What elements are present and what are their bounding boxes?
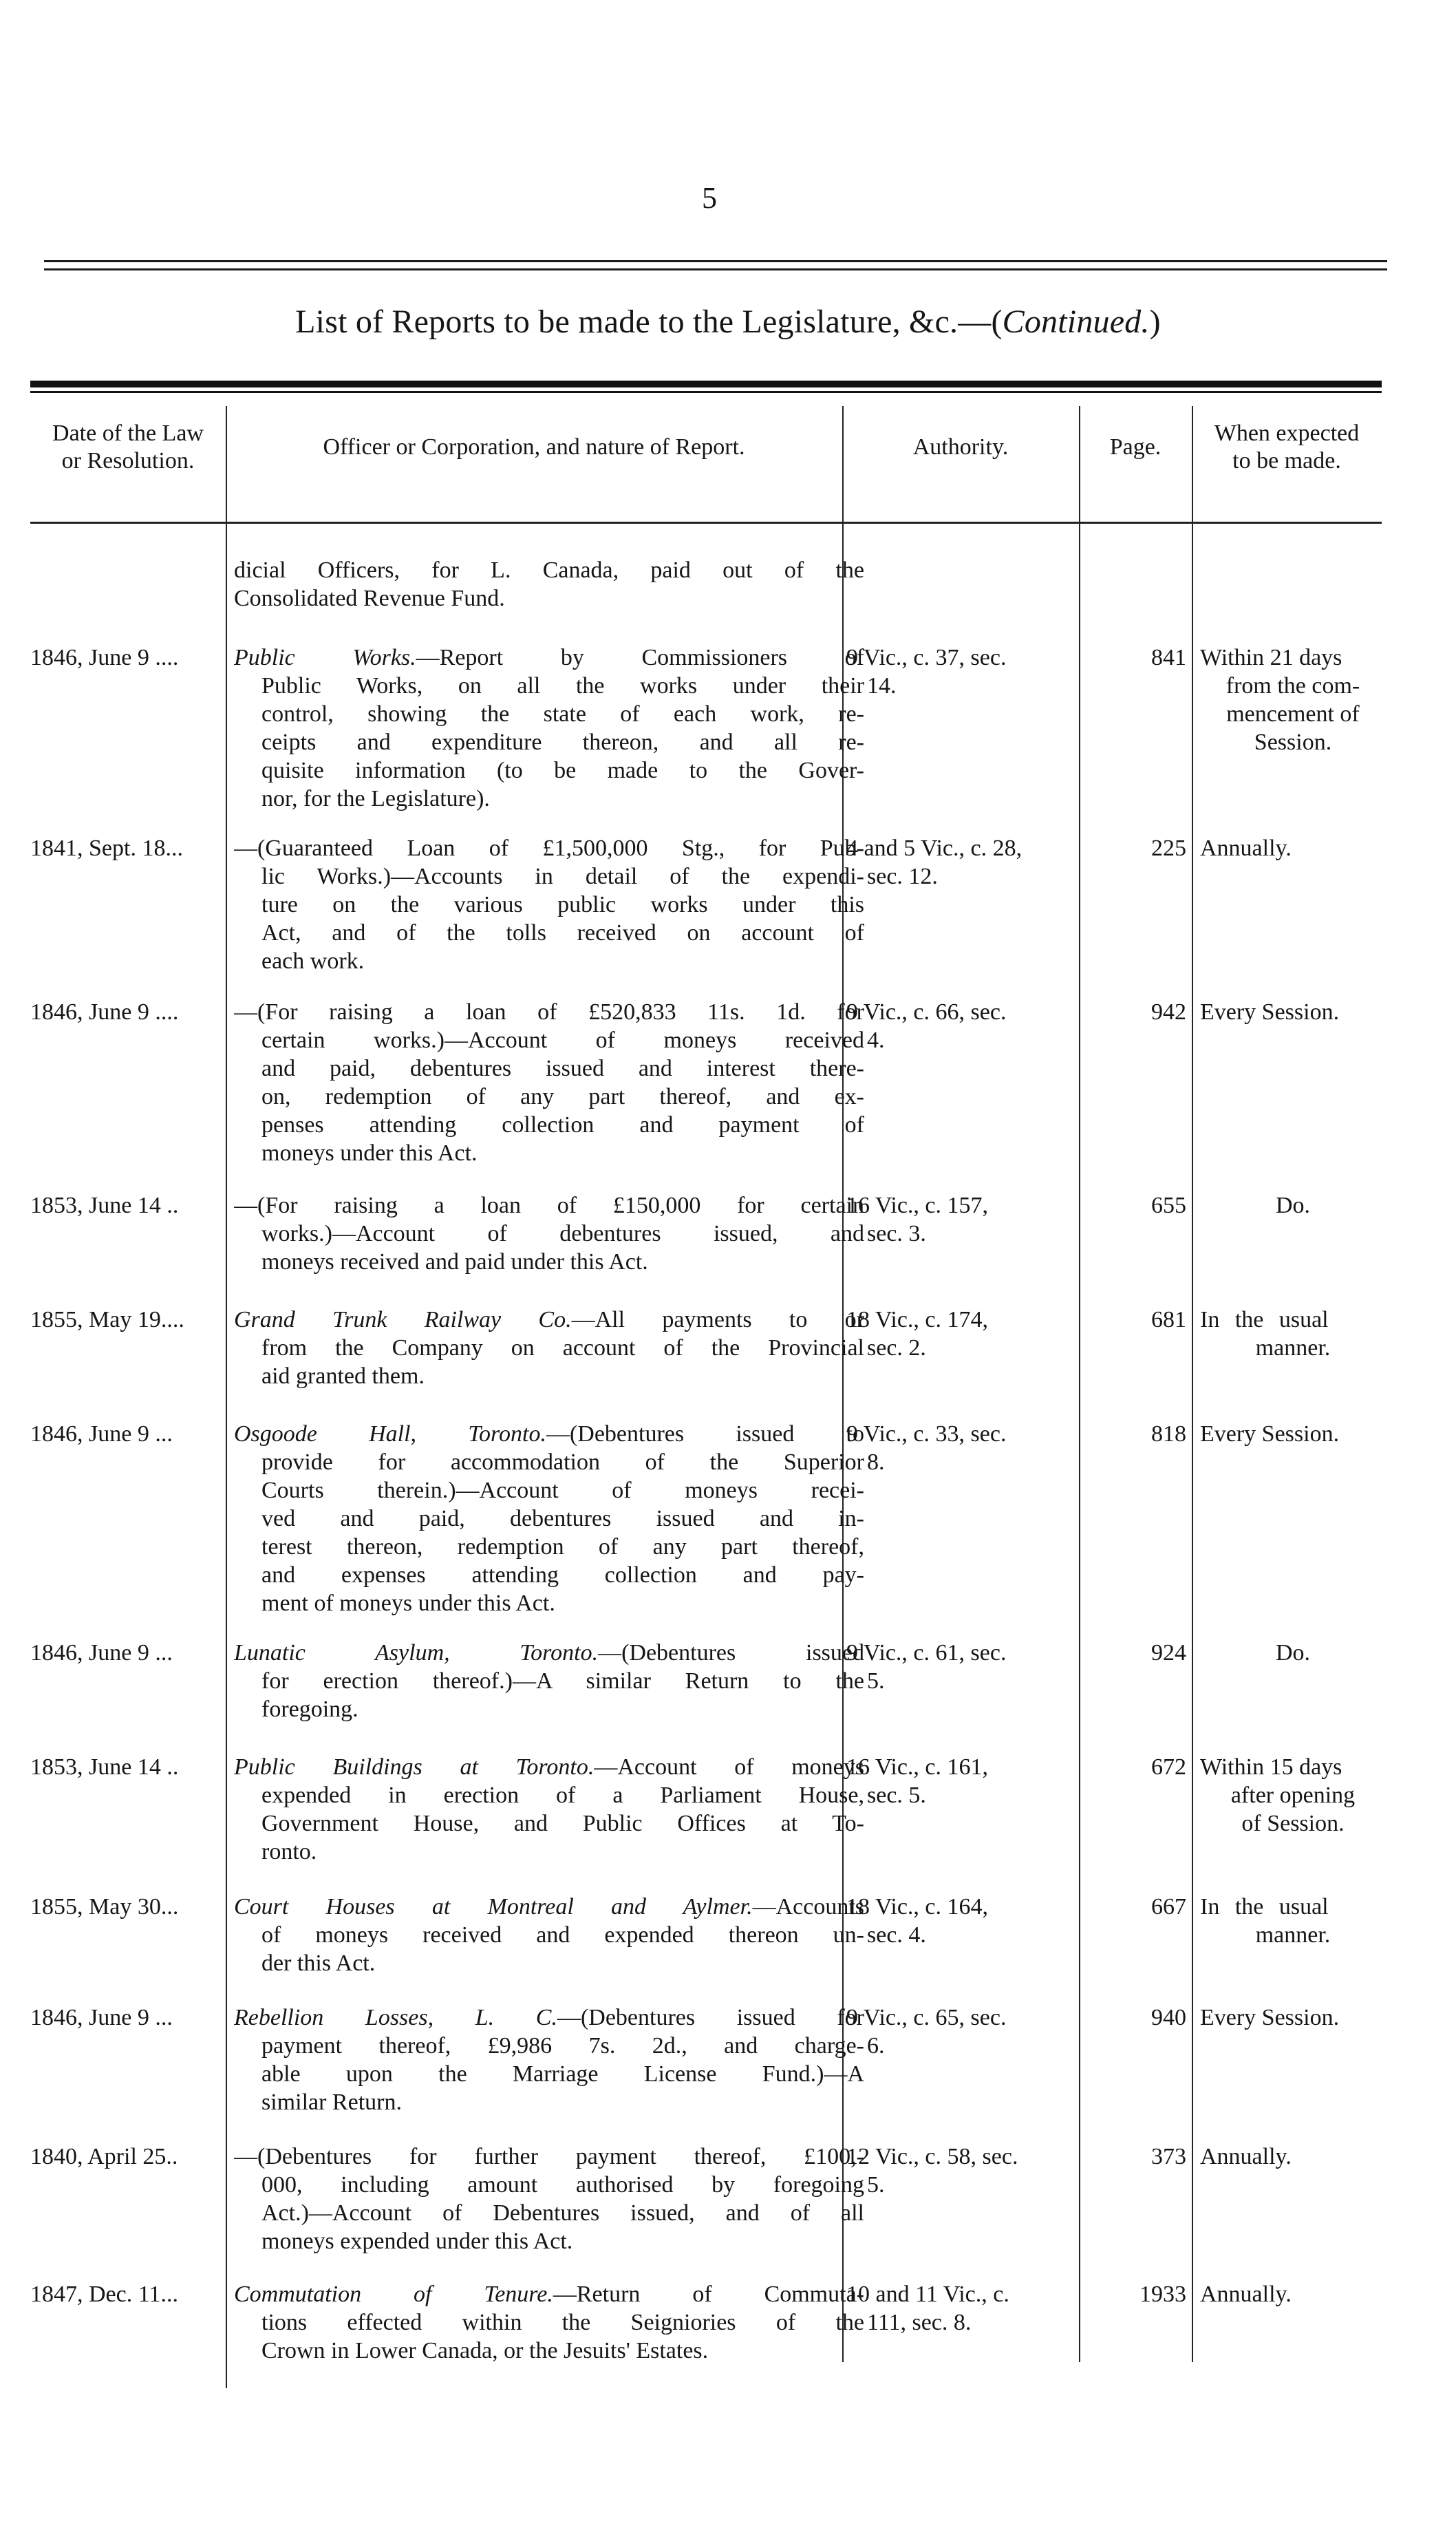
- authority-line: 12 Vic., c. 58, sec.: [846, 2144, 1018, 2169]
- page-number: 5: [702, 181, 717, 215]
- authority-line: 10 and 11 Vic., c.: [846, 2282, 1009, 2307]
- description-line: Government House, and Public Offices at To-: [261, 1811, 864, 1836]
- header-authority: Authority.: [912, 434, 1009, 460]
- when-line: Do.: [1275, 1640, 1311, 1666]
- report-authority: [846, 1753, 1101, 1809]
- when-line: manner.: [1255, 1922, 1331, 1948]
- report-date: 1853, June 14 ..: [30, 1754, 179, 1780]
- column-divider: [1192, 406, 1193, 2362]
- report-description: [234, 1306, 864, 1390]
- authority-line: 9 Vic., c. 33, sec.: [846, 1421, 1007, 1447]
- description-line: aid granted them.: [261, 1363, 425, 1389]
- description-line: able upon the Marriage License Fund.)—A: [261, 2061, 864, 2087]
- when-line: Annually.: [1200, 2144, 1292, 2169]
- when-line: Within 15 days: [1200, 1754, 1342, 1780]
- description-line: Act, and of the tolls received on account of: [261, 920, 864, 946]
- header-officer: Officer or Corporation, and nature of Report.: [323, 434, 745, 460]
- authority-line: 18 Vic., c. 174,: [846, 1307, 989, 1332]
- description-line: dicial Officers, for L. Canada, paid out of the: [234, 557, 864, 583]
- title-main: List of Reports to be made to the Legislature, &c.—(: [295, 304, 1003, 340]
- when-line: Do.: [1275, 1193, 1311, 1218]
- report-when: [1200, 1420, 1386, 1448]
- report-page: 818: [1151, 1421, 1186, 1447]
- description-line: provide for accommodation of the Superior: [261, 1449, 864, 1475]
- report-description: [234, 1753, 864, 1866]
- authority-line: 5.: [867, 2172, 885, 2198]
- description-text: —(Debentures issued: [598, 1640, 864, 1666]
- authority-line: 4 and 5 Vic., c. 28,: [846, 836, 1023, 861]
- authority-line: 9 Vic., c. 37, sec.: [846, 645, 1007, 670]
- authority-line: 9 Vic., c. 61, sec.: [846, 1640, 1007, 1666]
- report-page: 225: [1151, 836, 1186, 861]
- authority-line: sec. 3.: [867, 1221, 926, 1246]
- column-divider: [226, 406, 227, 2388]
- report-subject: Osgoode Hall, Toronto.: [234, 1421, 546, 1447]
- when-line: Every Session.: [1200, 2005, 1340, 2030]
- report-date: 1846, June 9 ...: [30, 1640, 173, 1666]
- report-page: 672: [1151, 1754, 1186, 1780]
- description-line: ment of moneys under this Act.: [261, 1591, 555, 1616]
- description-line: of moneys received and expended thereon un-: [261, 1922, 864, 1948]
- report-page: 373: [1151, 2144, 1186, 2169]
- double-rule-bottom: [44, 268, 1387, 270]
- report-subject: Court Houses at Montreal and Aylmer.: [234, 1894, 753, 1920]
- when-line: manner.: [1255, 1335, 1331, 1361]
- description-text: —Return of Commuta-: [553, 2282, 864, 2307]
- report-description: [234, 1639, 864, 1723]
- report-authority: [846, 2143, 1101, 2199]
- report-page: 655: [1151, 1193, 1186, 1218]
- page-title: [0, 303, 1456, 341]
- report-date: 1841, Sept. 18...: [30, 836, 183, 861]
- header-page: Page.: [1109, 434, 1161, 460]
- authority-line: sec. 5.: [867, 1783, 926, 1808]
- report-date: 1855, May 19....: [30, 1307, 184, 1332]
- report-when: [1200, 1639, 1386, 1667]
- description-text: —All payments to or: [571, 1307, 864, 1332]
- report-page: 667: [1151, 1894, 1186, 1920]
- report-description: [234, 2280, 864, 2365]
- report-subject: Lunatic Asylum, Toronto.: [234, 1640, 599, 1666]
- header-when: When expected to be made.: [1214, 421, 1360, 474]
- report-description: [234, 998, 864, 1167]
- description-line: 000, including amount authorised by foregoing: [261, 2172, 864, 2198]
- report-page: 940: [1151, 2005, 1186, 2030]
- description-line: tions effected within the Seigniories of the: [261, 2310, 864, 2335]
- report-page: 681: [1151, 1307, 1186, 1332]
- report-description: [234, 644, 864, 813]
- double-rule-top: [44, 260, 1387, 262]
- authority-line: 5.: [867, 1668, 885, 1694]
- when-line: Session.: [1254, 730, 1332, 755]
- description-line: Public Works, on all the works under their: [261, 673, 864, 699]
- report-page: 1933: [1139, 2282, 1186, 2307]
- description-line: —(For raising a loan of £150,000 for certain: [234, 1193, 864, 1218]
- report-description: [234, 1191, 864, 1276]
- header-rule: [30, 522, 1382, 524]
- report-when: [1200, 1191, 1386, 1220]
- report-description: [234, 2143, 864, 2255]
- description-line: Act.)—Account of Debentures issued, and of all: [261, 2200, 864, 2226]
- report-page: 942: [1151, 999, 1186, 1025]
- description-line: ronto.: [261, 1839, 317, 1864]
- when-line: In the usual: [1200, 1894, 1329, 1920]
- report-when: [1200, 998, 1386, 1026]
- report-description: [234, 556, 864, 613]
- description-line: Consolidated Revenue Fund.: [234, 586, 505, 611]
- description-line: works.)—Account of debentures issued, and: [261, 1221, 864, 1246]
- description-line: payment thereof, £9,986 7s. 2d., and charge-: [261, 2033, 864, 2059]
- description-line: [234, 1639, 864, 1667]
- authority-line: 14.: [867, 673, 897, 699]
- authority-line: 18 Vic., c. 164,: [846, 1894, 989, 1920]
- report-when: [1200, 644, 1386, 756]
- when-line: mencement of: [1226, 701, 1360, 727]
- report-subject: Grand Trunk Railway Co.: [234, 1307, 572, 1332]
- authority-line: 6.: [867, 2033, 885, 2059]
- description-line: moneys received and paid under this Act.: [261, 1249, 648, 1275]
- description-line: penses attending collection and payment of: [261, 1112, 864, 1138]
- when-line: Every Session.: [1200, 999, 1340, 1025]
- description-text: —Accounts: [752, 1894, 864, 1920]
- report-description: [234, 1893, 864, 1977]
- description-line: ture on the various public works under this: [261, 892, 864, 917]
- when-line: after opening: [1230, 1783, 1356, 1808]
- report-authority: [846, 1191, 1101, 1248]
- report-authority: [846, 644, 1101, 700]
- report-when: [1200, 2280, 1386, 2308]
- report-authority: [846, 998, 1101, 1054]
- authority-line: 8.: [867, 1449, 885, 1475]
- when-line: Every Session.: [1200, 1421, 1340, 1447]
- report-description: [234, 834, 864, 975]
- when-line: Within 21 days: [1200, 645, 1342, 670]
- report-page: 924: [1151, 1640, 1186, 1666]
- report-description: [234, 2003, 864, 2116]
- report-authority: [846, 1306, 1101, 1362]
- description-line: moneys under this Act.: [261, 1140, 478, 1166]
- description-line: and paid, debentures issued and interest there-: [261, 1056, 864, 1081]
- authority-line: 16 Vic., c. 157,: [846, 1193, 989, 1218]
- header-date: Date of the Law or Resolution.: [52, 421, 204, 474]
- description-line: foregoing.: [261, 1697, 358, 1722]
- description-line: Courts therein.)—Account of moneys recei-: [261, 1478, 864, 1503]
- description-line: ceipts and expenditure thereon, and all re-: [261, 730, 864, 755]
- report-when: [1200, 1753, 1386, 1838]
- description-line: nor, for the Legislature).: [261, 786, 490, 811]
- report-date: 1855, May 30...: [30, 1894, 179, 1920]
- description-line: control, showing the state of each work, re-: [261, 701, 864, 727]
- description-line: on, redemption of any part thereof, and ex-: [261, 1084, 864, 1109]
- description-line: [234, 644, 864, 672]
- authority-line: 9 Vic., c. 66, sec.: [846, 999, 1007, 1025]
- when-line: Annually.: [1200, 2282, 1292, 2307]
- report-date: 1846, June 9 ....: [30, 999, 179, 1025]
- description-line: each work.: [261, 948, 365, 974]
- description-text: —Report by Commissioners of: [416, 645, 864, 670]
- report-date: 1846, June 9 ....: [30, 645, 179, 670]
- description-line: Crown in Lower Canada, or the Jesuits' Estates.: [261, 2338, 709, 2363]
- description-line: —(Guaranteed Loan of £1,500,000 Stg., for Pub-: [234, 836, 864, 861]
- report-page: 841: [1151, 645, 1186, 670]
- report-subject: Public Buildings at Toronto.: [234, 1754, 595, 1780]
- description-line: similar Return.: [261, 2090, 402, 2115]
- when-line: Annually.: [1200, 836, 1292, 861]
- description-line: terest thereon, redemption of any part thereof,: [261, 1534, 864, 1560]
- description-line: [234, 1893, 864, 1921]
- description-line: der this Act.: [261, 1950, 376, 1976]
- report-date: 1847, Dec. 11...: [30, 2282, 178, 2307]
- description-line: —(For raising a loan of £520,833 11s. 1d. for: [234, 999, 864, 1025]
- report-when: [1200, 1306, 1386, 1362]
- report-description: [234, 1420, 864, 1617]
- description-line: and expenses attending collection and pay-: [261, 1562, 864, 1588]
- authority-line: 4.: [867, 1028, 885, 1053]
- description-line: [234, 1306, 864, 1334]
- thin-rule: [30, 391, 1382, 393]
- report-subject: Commutation of Tenure.: [234, 2282, 553, 2307]
- title-continued: Continued.: [1002, 304, 1150, 340]
- description-line: for erection thereof.)—A similar Return to the: [261, 1668, 864, 1694]
- description-line: ved and paid, debentures issued and in-: [261, 1506, 864, 1531]
- report-authority: [846, 834, 1101, 891]
- report-authority: [846, 1420, 1101, 1476]
- description-line: lic Works.)—Accounts in detail of the expendi-: [261, 864, 864, 889]
- when-line: In the usual: [1200, 1307, 1329, 1332]
- report-subject: Rebellion Losses, L. C.: [234, 2005, 557, 2030]
- description-line: from the Company on account of the Provincial: [261, 1335, 864, 1361]
- authority-line: sec. 2.: [867, 1335, 926, 1361]
- when-line: of Session.: [1241, 1811, 1345, 1836]
- description-text: —(Debentures issued to: [546, 1421, 864, 1447]
- report-subject: Public Works.: [234, 645, 416, 670]
- report-authority: [846, 2280, 1101, 2337]
- authority-line: sec. 12.: [867, 864, 938, 889]
- report-authority: [846, 1893, 1101, 1949]
- authority-line: 111, sec. 8.: [867, 2310, 972, 2335]
- description-line: [234, 1753, 864, 1781]
- report-when: [1200, 1893, 1386, 1949]
- report-date: 1846, June 9 ...: [30, 2005, 173, 2030]
- description-line: expended in erection of a Parliament House,: [261, 1783, 864, 1808]
- description-text: —Account of moneys: [594, 1754, 864, 1780]
- description-line: [234, 2280, 864, 2308]
- heavy-rule: [30, 381, 1382, 387]
- report-when: [1200, 2143, 1386, 2171]
- report-date: 1846, June 9 ...: [30, 1421, 173, 1447]
- description-line: moneys expended under this Act.: [261, 2229, 573, 2254]
- title-close: ): [1149, 304, 1161, 340]
- authority-line: sec. 4.: [867, 1922, 926, 1948]
- report-authority: [846, 2003, 1101, 2060]
- description-line: —(Debentures for further payment thereof, £100,-: [234, 2144, 864, 2169]
- description-line: quisite information (to be made to the Gover-: [261, 758, 864, 783]
- when-line: from the com-: [1225, 673, 1360, 699]
- description-line: [234, 1420, 864, 1448]
- description-line: certain works.)—Account of moneys received: [261, 1028, 864, 1053]
- description-line: [234, 2003, 864, 2032]
- authority-line: 9 Vic., c. 65, sec.: [846, 2005, 1007, 2030]
- report-authority: [846, 1639, 1101, 1695]
- description-text: —(Debentures issued for: [557, 2005, 864, 2030]
- report-date: 1853, June 14 ..: [30, 1193, 179, 1218]
- report-date: 1840, April 25..: [30, 2144, 178, 2169]
- report-when: [1200, 834, 1386, 862]
- authority-line: 16 Vic., c. 161,: [846, 1754, 989, 1780]
- report-when: [1200, 2003, 1386, 2032]
